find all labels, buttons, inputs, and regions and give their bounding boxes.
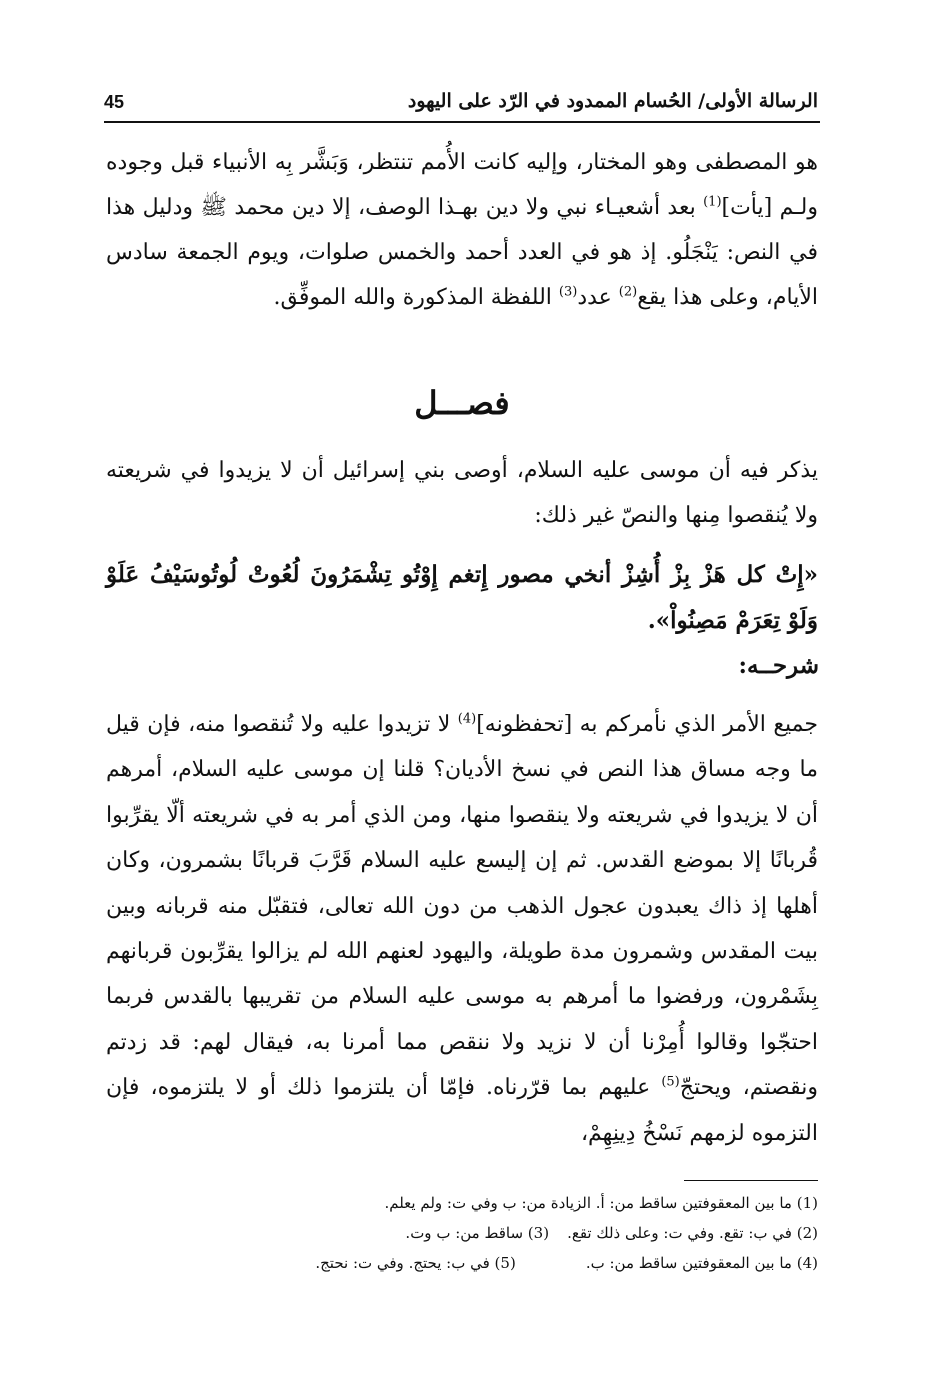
footnote-2: (2) في ب: تقع. وفي ت: وعلى ذلك تقع. <box>567 1224 818 1242</box>
footnote-ref-2: (2) <box>618 284 638 300</box>
paragraph-1-text-c: عدد <box>577 285 619 310</box>
footnote-ref-1: (1) <box>703 194 722 210</box>
header-rule <box>104 121 820 123</box>
footnote-rule <box>684 1180 818 1181</box>
paragraph-3-text-c: عليهم بما قرّرناه. فإمّا أن يلتزموا ذلك أو لا يلتزموه، فإن التزموه لزمهم نَسْخُ دِينِهِمْ، <box>106 1075 818 1146</box>
footnote-5: (5) في ب: يحتج. وفي ت: نحتج. <box>315 1254 516 1272</box>
footnote-line-2 <box>106 1218 818 1248</box>
paragraph-3 <box>106 702 818 1156</box>
page-number: 45 <box>104 92 125 112</box>
footnote-line-3 <box>106 1248 818 1278</box>
footnote-ref-5: (5) <box>661 1074 680 1090</box>
commentary-heading: شرحــه: <box>738 652 819 679</box>
section-heading: فصـــل <box>414 384 510 422</box>
paragraph-1-text-b: بعد أشعيـاء نبي ولا دين بهـذا الوصف، إلا دين محمد ﷺ ودليل هذا في النص: يَنْجَلُو. إذ هو في العدد أحمد والخمس صلوات، ويوم الجمعة سادس الأيام، وعلى هذا يقع <box>106 195 818 310</box>
footnote-3: (3) ساقط من: ب وت. <box>405 1224 550 1242</box>
footnote-1: (1) ما بين المعقوفتين ساقط من: أ. الزيادة من: ب وفي ت: ولم يعلم. <box>384 1194 818 1212</box>
paragraph-1 <box>106 140 818 320</box>
paragraph-2-text: يذكر فيه أن موسى عليه السلام، أوصى بني إسرائيل أن لا يزيدوا في شريعته ولا يُنقصوا مِنها والنصّ غير ذلك: <box>106 458 818 528</box>
running-title: الرسالة الأولى/ الحُسام الممدود في الرّد على اليهود <box>407 90 818 112</box>
paragraph-1-text-a: هو المصطفى وهو المختار، وإليه كانت الأُمم تنتظر، وَبَشَّر بِه الأنبياء قبل وجوده ولـم [يأت] <box>106 150 818 220</box>
footnote-4: (4) ما بين المعقوفتين ساقط من: ب. <box>585 1254 818 1272</box>
paragraph-2 <box>106 448 818 538</box>
footnotes <box>106 1188 818 1278</box>
paragraph-1-text-d: اللفظة المذكورة والله الموفِّق. <box>273 285 559 310</box>
hebrew-quote: «إِتْ كل هَزْ بِزْ أُشِزْ أنخي مصور إِتغم إِوْتُو تِشْمَرُونَ لُعُوتْ لُوتُوسَيْفُ عَلَوْ وَلَوْ تِعَرَمْ مَصِنُواْ». <box>106 561 818 634</box>
running-header <box>104 86 818 120</box>
footnote-ref-4: (4) <box>457 711 477 727</box>
paragraph-3-text-b: لا تزيدوا عليه ولا تُنقصوا منه، فإن قيل ما وجه مساق هذا النص في نسخ الأديان؟ قلنا إن موسى عليه السلام، أمرهم أن لا يزيدوا في شريعته ولا ينقصوا منها، ومن الذي أمر به في شريعته ألّا يقرِّبوا قُربانًا إلا بموضع القدس. ثم إن إليسع عليه السلام قَرَّبَ قربانًا بشمرون، وكان أهلها إذ ذاك يعبدون عجول الذهب من دون الله تعالى، فتقبّل منه قربانه وبين بيت المقدس وشمرون مدة طويلة، واليهود لعنهم الله لم يزالوا يقرِّبون قربانهم بِشَمْرون، ورفضوا ما أمرهم به موسى عليه السلام من تقريبها بالقدس فربما احتجّوا وقالوا أُمِرْنا أن لا نزيد ولا ننقص مما أمرنا به، فيقال لهم: قد زدتم ونقصتم، ويحتجّ <box>106 712 818 1101</box>
footnote-ref-3: (3) <box>558 284 578 300</box>
paragraph-3-text-a: جميع الأمر الذي نأمركم به [تحفظونه] <box>476 712 818 737</box>
